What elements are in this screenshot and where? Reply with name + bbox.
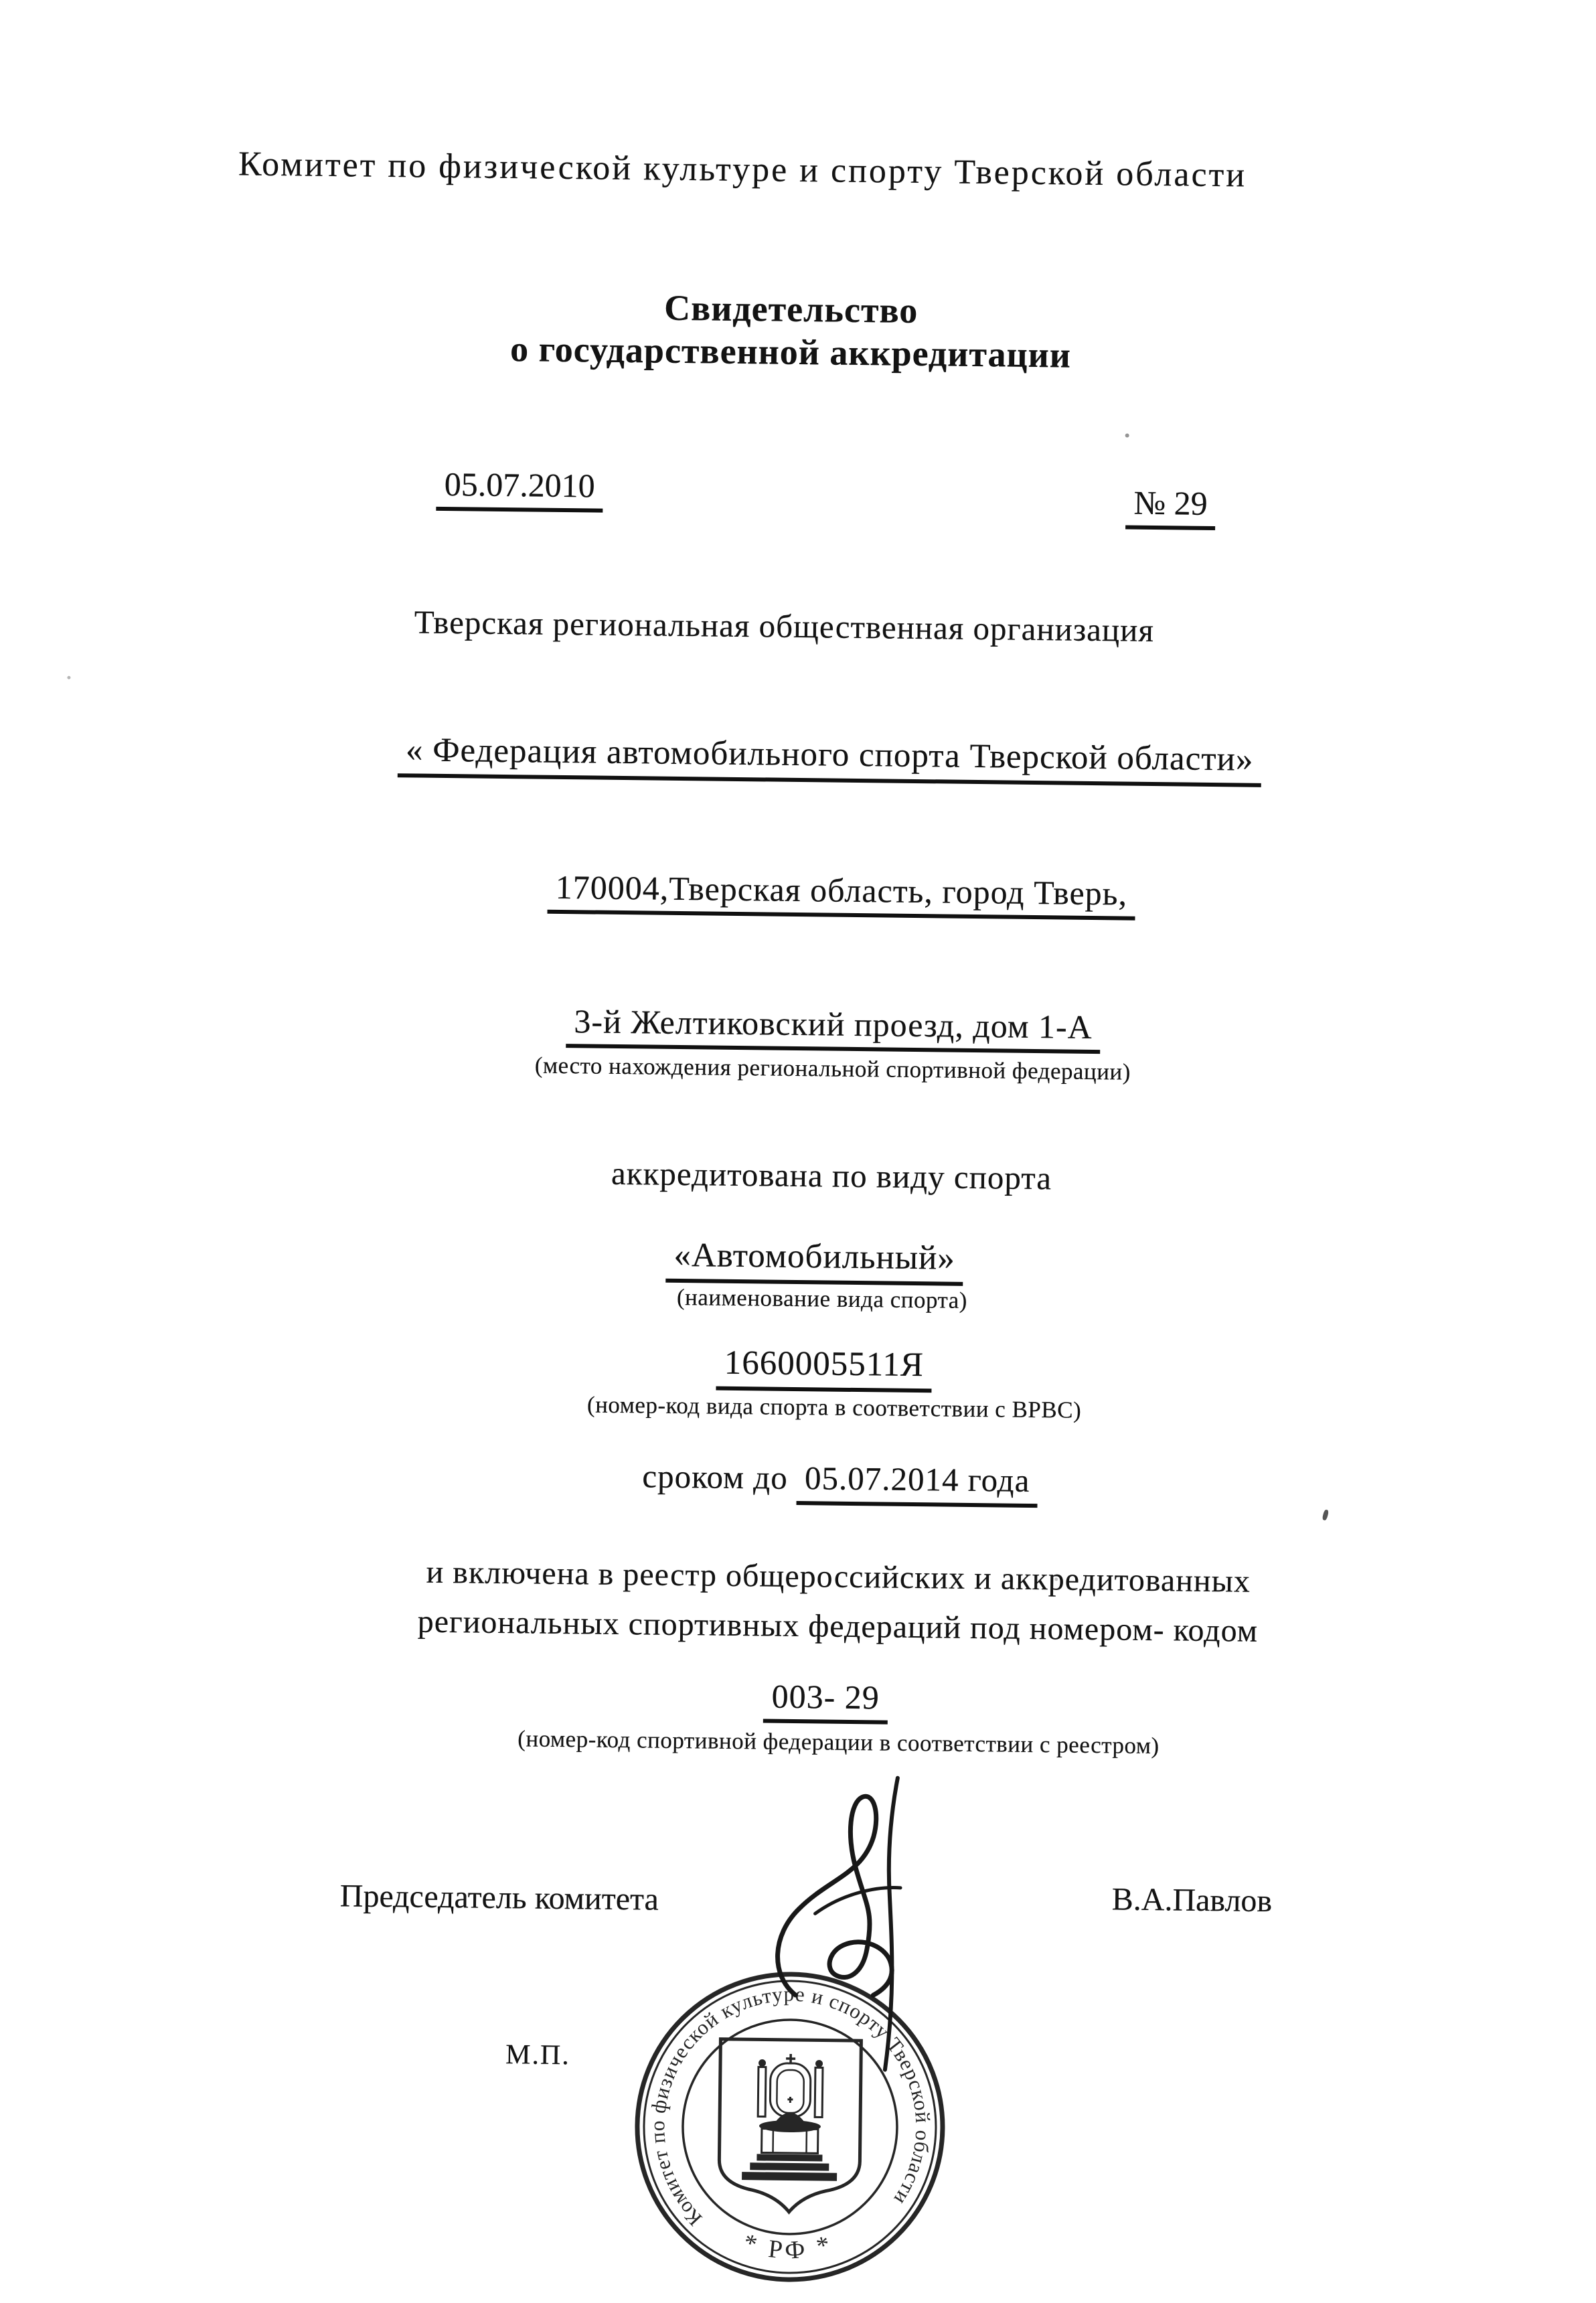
sport-name-caption: (наименование вида спорта) bbox=[676, 1283, 968, 1314]
sport-code: 1660005511Я bbox=[716, 1344, 932, 1393]
address-line1-row bbox=[44, 862, 1596, 926]
validity-row bbox=[42, 1451, 1596, 1514]
stamp-ring-text: Комитет по физической культуре и спорту Тверской области bbox=[645, 1982, 935, 2231]
address-caption: (место нахождения региональной спортивной федерации) bbox=[534, 1052, 1131, 1085]
reg-code-caption: (номер-код спортивной федерации в соответствии с реестром) bbox=[517, 1725, 1160, 1759]
scan-speck bbox=[1125, 433, 1129, 437]
issue-date-field bbox=[436, 465, 603, 513]
svg-text:Комитет по физической культуре bbox=[645, 1980, 937, 2233]
scan-speck bbox=[1322, 1509, 1329, 1520]
address-line1: 170004,Тверская область, город Тверь, bbox=[547, 868, 1135, 921]
reg-code: 003- 29 bbox=[763, 1676, 888, 1724]
document-title-line1: Свидетельство bbox=[663, 287, 919, 331]
accredited-label: аккредитована по виду спорта bbox=[611, 1154, 1052, 1197]
organization-name-row bbox=[31, 726, 1596, 791]
signer-name: В.А.Павлов bbox=[1111, 1881, 1273, 1919]
document-title bbox=[0, 279, 1589, 382]
issuing-authority: Комитет по физической культуре и спорту Тверской области bbox=[238, 145, 1247, 195]
register-paragraph bbox=[343, 1546, 1334, 1657]
validity-date: 05.07.2014 года bbox=[797, 1459, 1038, 1508]
seal-place-mark: М.П. bbox=[505, 2039, 571, 2071]
scan-speck bbox=[67, 676, 70, 680]
organization-name: « Федерация автомобильного спорта Тверской области» bbox=[398, 730, 1262, 787]
organization-type: Тверская региональная общественная организация bbox=[414, 603, 1155, 649]
register-paragraph-line2: региональных спортивных федераций под номером- кодом bbox=[417, 1603, 1259, 1649]
signer-title: Председатель комитета bbox=[339, 1878, 659, 1917]
official-round-stamp bbox=[631, 1968, 949, 2286]
certificate-number-field bbox=[1125, 483, 1216, 531]
sport-name: «Автомобильный» bbox=[665, 1236, 963, 1286]
scan-speck bbox=[1054, 1577, 1058, 1581]
address-line2: 3-й Желтиковский проезд, дом 1-А bbox=[566, 1002, 1101, 1054]
issue-date: 05.07.2010 bbox=[436, 465, 603, 513]
register-paragraph-line1: и включена в реестр общероссийских и аккредитованных bbox=[426, 1554, 1251, 1599]
stamp-ring-text-bottom: * РФ * bbox=[739, 2228, 837, 2265]
validity-prefix: сроком до bbox=[642, 1457, 797, 1497]
sport-code-caption: (номер-код вида спорта в соответствии с ВРВС) bbox=[586, 1391, 1082, 1423]
stamp-coat-of-arms bbox=[719, 2039, 862, 2213]
certificate-number: № 29 bbox=[1125, 483, 1216, 531]
document-title-line2: о государственной аккредитации bbox=[509, 329, 1072, 376]
